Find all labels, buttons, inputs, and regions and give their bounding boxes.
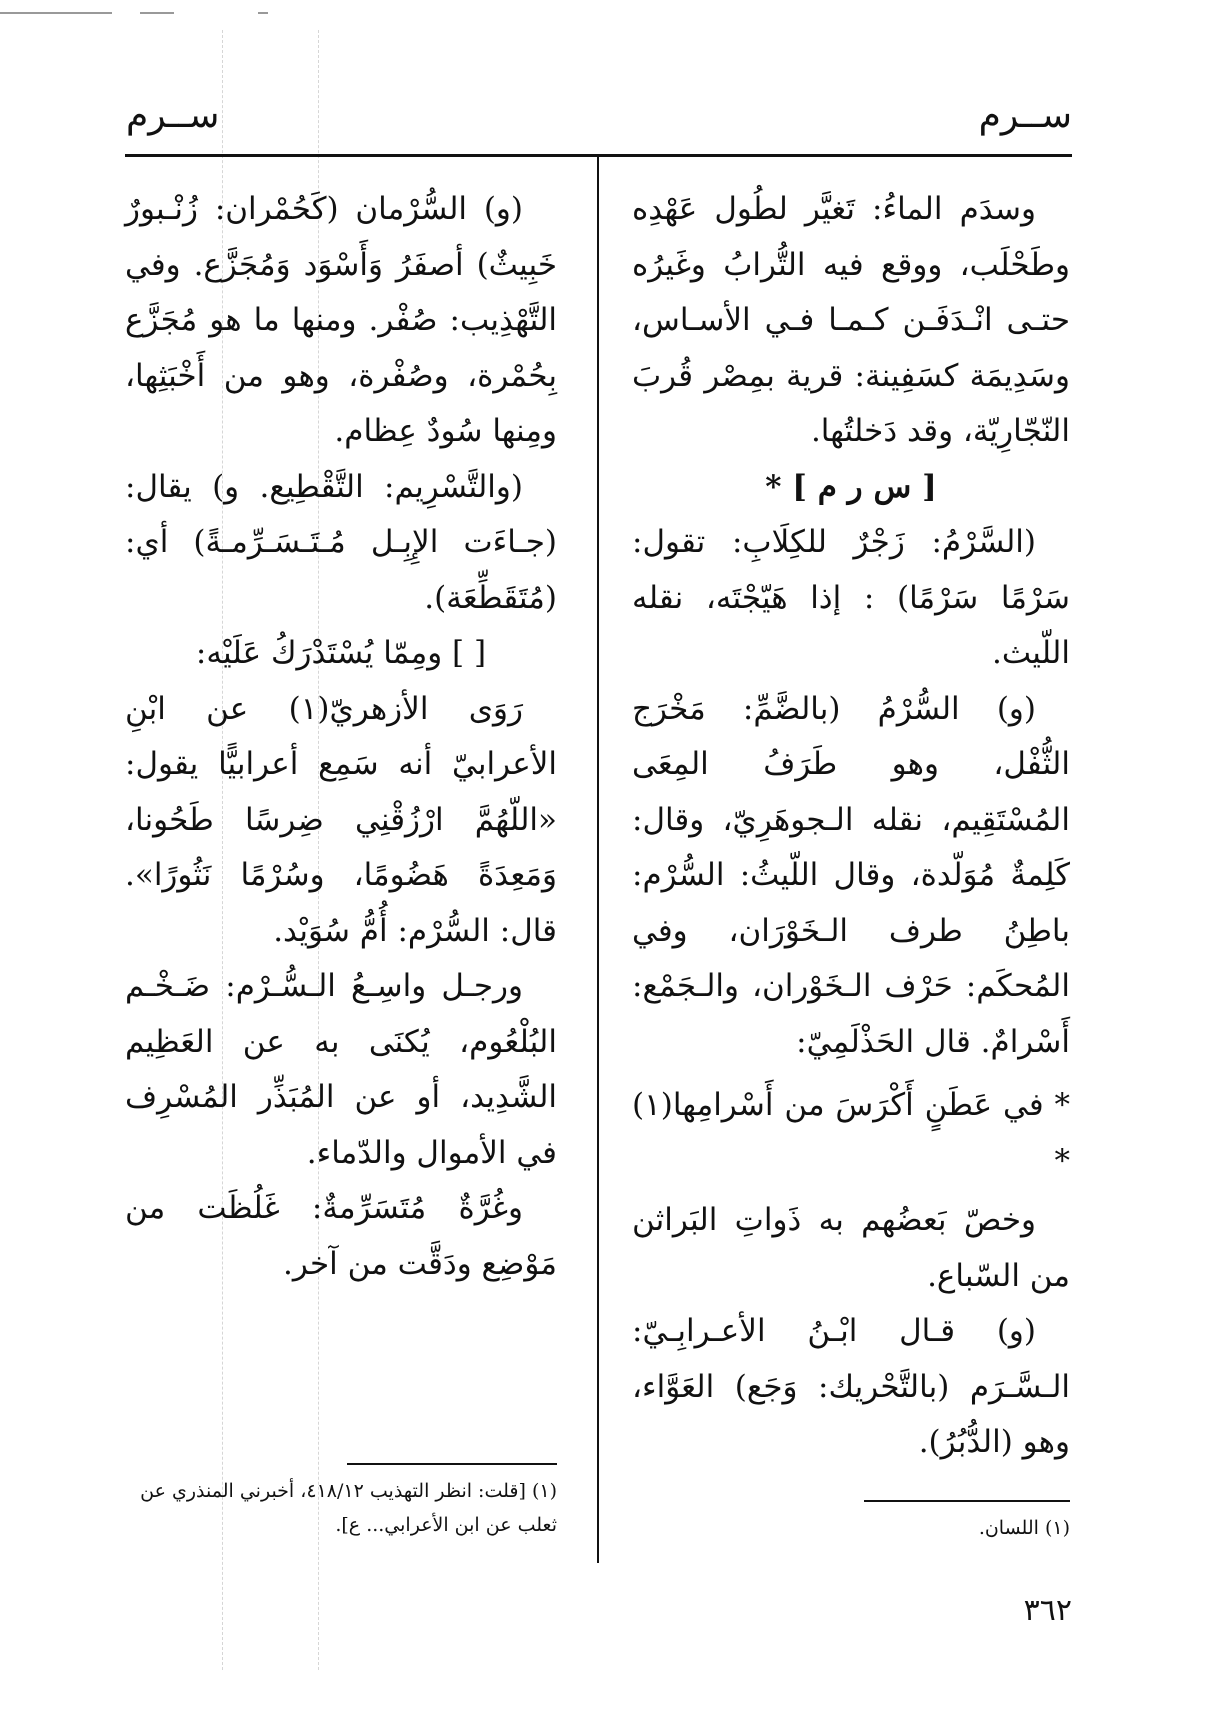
footnote-text: (١) [قلت: انظر التهذيب ٤١٨/١٢، أخبرني المنذري عن ثعلب عن ابن الأعرابي... ع]. <box>140 1480 557 1536</box>
footnote-text: (١) اللسان. <box>978 1517 1070 1539</box>
scan-edge-mark <box>0 12 112 14</box>
footnote-rule-right <box>864 1500 1070 1502</box>
entry-text: (و) السُّرْمُ (بالضَّمِّ: مَخْرَج الثُّفْل، وهو طَرَفُ المِعَى المُسْتَقِيم، نقله الـجوهَرِيّ، وقال: كَلِمةٌ مُوَلّدة، وقال اللّيثُ: السُّرْم: باطِنُ طرف الـخَوْرَان، وفي المُحكَم: حَرْف الـخَوْران، والـجَمْع: أَسْرامٌ. قال الحَذْلَمِيّ: <box>632 690 1070 1060</box>
scan-edge-mark <box>258 12 268 14</box>
verse-line: * في عَطَنٍ أَكْرَسَ من أَسْرامِها(١) * <box>632 1087 1070 1179</box>
entry-heading: [ س ر م ] * <box>765 468 937 505</box>
entry-text: ورجـل واسِـعُ الـسُّـرْم: ضَـخْـم البُلْعُوم، يُكنَى به عن العَظِيم الشَّدِيد، أو عن المُبَذِّر المُسْرِف في الأموال والدّماء. <box>125 968 557 1171</box>
footnote-right <box>760 1511 1070 1545</box>
entry-text: وخصّ بَعضُهم به ذَواتِ البَراثن من السّباع. <box>632 1202 1070 1294</box>
footnote-rule-left <box>347 1463 557 1465</box>
right-column <box>632 182 1070 1471</box>
left-column <box>125 182 557 1292</box>
scan-edge-mark <box>140 12 174 14</box>
paragraph: وسدَم الماءُ: تَغيَّر لطُول عَهْدِه وطَحْلَب، ووقع فيه التُّرابُ وغَيرُه حتـى انْـدَفَـن كـمـا فـي الأسـاس، وسَدِيمَة كسَفِينة: قرية بمِصْر قُربَ النّجّارِيّة، وقد دَخلتُها. <box>632 191 1070 449</box>
entry-text: (و) السُّرْمان (كَحُمْران: زُنْـبورٌ خَبِيثٌ) أصفَرُ وَأَسْوَد وَمُجَزَّع. وفي التَّهْذِيب: صُفْر. ومنها ما هو مُجَزَّع بِحُمْرة، وصُفْرة، وهو من أَخْبَثِها، ومِنها سُودٌ عِظام. <box>125 191 557 449</box>
entry-text: (والتَّسْرِيم: التَّقْطِيع. و) يقال: (جـاءَت الإِبِـل مُـتَـسَـرِّمـةً) أي: (مُتَقَطِّعَة). <box>125 468 557 616</box>
entry-text: وغُرَّةٌ مُتَسَرِّمةٌ: غَلُظَت من مَوْضِع ودَقَّت من آخر. <box>125 1190 557 1282</box>
addendum-heading: [ ] ومِمّا يُسْتَدْرَكُ عَلَيْه: <box>195 635 487 671</box>
page-number: ٣٦٢ <box>1023 1593 1072 1628</box>
running-header-right: ســرم <box>978 95 1072 136</box>
column-divider <box>597 157 599 1563</box>
entry-text: (و) قـال ابْـنُ الأعـرابِـيّ: الـسَّـرَم (بالتَّحْريك: وَجَع) العَوَّاء، وهو (الدُّبُرُ). <box>632 1313 1070 1460</box>
running-header-left: ســرم <box>126 95 220 136</box>
footnote-left <box>125 1474 557 1542</box>
entry-text: رَوَى الأزهريّ(١) عن ابْنِ الأعرابيّ أنه سَمِع أعرابيًّا يقول: «اللّهُمَّ ارْزُقْنِي ضِرسًا طَحُونا، وَمَعِدَةً هَضُومًا، وسُرْمًا نَثُورًا». قال: السُّرْم: أُمُّ سُوَيْد. <box>125 690 557 949</box>
entry-text: (السَّرْمُ: زَجْرٌ للكِلَابِ: تقول: سَرْمًا سَرْمًا) : إذا هَيّجْتَه، نقله اللّيث. <box>632 524 1070 671</box>
